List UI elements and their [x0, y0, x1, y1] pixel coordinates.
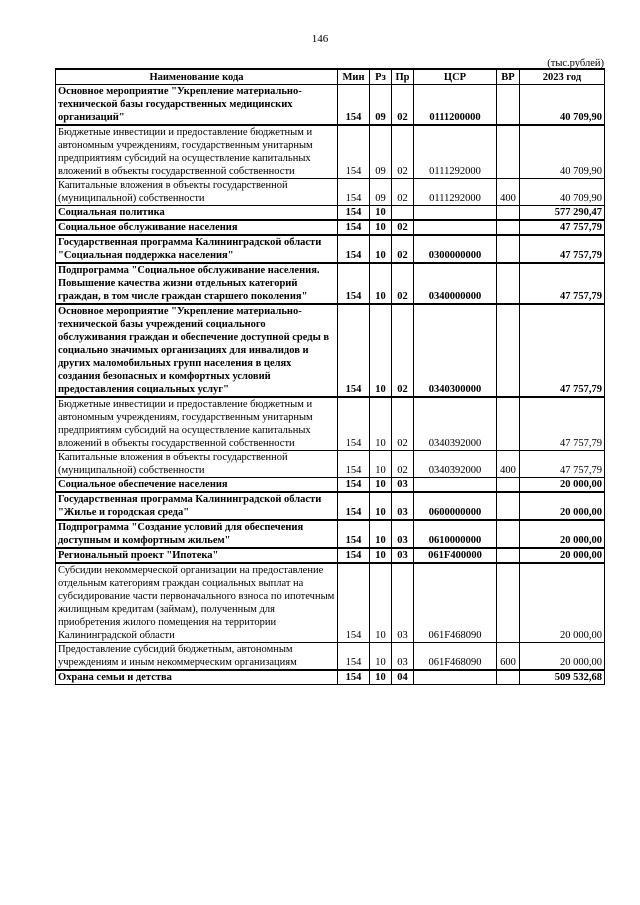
row-vr	[497, 397, 520, 451]
row-rz: 10	[370, 220, 392, 235]
table-row	[56, 520, 605, 548]
row-amount: 20 000,00	[520, 520, 605, 548]
table-row	[56, 643, 605, 671]
row-name: Капитальные вложения в объекты государственной (муниципальной) собственности	[56, 451, 338, 478]
row-vr	[497, 563, 520, 643]
header-name: Наименование кода	[56, 69, 338, 85]
row-name: Основное мероприятие "Укрепление материально-технической базы государственных медицинских организаций"	[56, 85, 338, 126]
row-min: 154	[338, 235, 370, 263]
row-pr: 02	[392, 220, 414, 235]
table-row	[56, 478, 605, 493]
row-min: 154	[338, 263, 370, 304]
units-label: (тыс.рублей)	[547, 58, 604, 69]
row-amount: 20 000,00	[520, 548, 605, 563]
row-min: 154	[338, 125, 370, 179]
page-number: 146	[311, 33, 329, 45]
table-row	[56, 220, 605, 235]
row-name: Социальное обслуживание населения	[56, 220, 338, 235]
row-amount: 509 532,68	[520, 670, 605, 685]
row-amount: 40 709,90	[520, 85, 605, 126]
row-min: 154	[338, 643, 370, 671]
table-row	[56, 206, 605, 221]
row-amount: 20 000,00	[520, 492, 605, 520]
table-header-row	[56, 69, 605, 85]
row-vr	[497, 520, 520, 548]
row-pr	[392, 206, 414, 221]
row-pr: 04	[392, 670, 414, 685]
row-pr: 03	[392, 492, 414, 520]
row-min: 154	[338, 548, 370, 563]
row-csr: 0610000000	[414, 520, 497, 548]
row-amount: 40 709,90	[520, 179, 605, 206]
row-csr	[414, 670, 497, 685]
row-csr: 0111292000	[414, 179, 497, 206]
row-amount: 47 757,79	[520, 263, 605, 304]
row-vr	[497, 220, 520, 235]
header-min: Мин	[338, 69, 370, 85]
row-amount: 47 757,79	[520, 235, 605, 263]
row-pr: 02	[392, 235, 414, 263]
row-csr: 0340392000	[414, 397, 497, 451]
row-rz: 10	[370, 520, 392, 548]
row-amount: 20 000,00	[520, 643, 605, 671]
row-rz: 10	[370, 397, 392, 451]
row-vr: 400	[497, 179, 520, 206]
row-rz: 10	[370, 304, 392, 397]
row-name: Социальная политика	[56, 206, 338, 221]
row-name: Государственная программа Калининградской области "Социальная поддержка населения"	[56, 235, 338, 263]
row-csr: 0340300000	[414, 304, 497, 397]
row-vr: 600	[497, 643, 520, 671]
row-min: 154	[338, 206, 370, 221]
row-amount: 47 757,79	[520, 220, 605, 235]
table-row	[56, 235, 605, 263]
header-pr: Пр	[392, 69, 414, 85]
table-row	[56, 670, 605, 685]
table-row	[56, 263, 605, 304]
row-pr: 03	[392, 520, 414, 548]
row-vr	[497, 263, 520, 304]
row-rz: 10	[370, 451, 392, 478]
row-csr: 0340392000	[414, 451, 497, 478]
row-vr	[497, 85, 520, 126]
budget-table	[55, 68, 605, 685]
row-min: 154	[338, 179, 370, 206]
row-name: Бюджетные инвестиции и предоставление бюджетным и автономным учреждениям, государственным унитарным предприятиям субсидий на осуществление капитальных вложений в объекты государственной собственности	[56, 397, 338, 451]
row-min: 154	[338, 304, 370, 397]
row-csr: 0111292000	[414, 125, 497, 179]
table-row	[56, 179, 605, 206]
row-min: 154	[338, 670, 370, 685]
row-rz: 10	[370, 478, 392, 493]
row-rz: 09	[370, 125, 392, 179]
table-body	[56, 85, 605, 685]
table-row	[56, 548, 605, 563]
header-rz: Рз	[370, 69, 392, 85]
row-csr	[414, 220, 497, 235]
row-csr: 061F400000	[414, 548, 497, 563]
row-vr	[497, 548, 520, 563]
row-pr: 02	[392, 263, 414, 304]
row-name: Подпрограмма "Создание условий для обеспечения доступным и комфортным жильем"	[56, 520, 338, 548]
row-rz: 10	[370, 563, 392, 643]
row-min: 154	[338, 492, 370, 520]
row-amount: 20 000,00	[520, 563, 605, 643]
row-amount: 47 757,79	[520, 397, 605, 451]
row-rz: 10	[370, 263, 392, 304]
table-row	[56, 492, 605, 520]
row-csr	[414, 206, 497, 221]
row-vr	[497, 304, 520, 397]
row-vr	[497, 125, 520, 179]
row-vr	[497, 670, 520, 685]
row-min: 154	[338, 85, 370, 126]
table-row	[56, 125, 605, 179]
row-min: 154	[338, 220, 370, 235]
header-csr: ЦСР	[414, 69, 497, 85]
row-vr	[497, 206, 520, 221]
row-amount: 20 000,00	[520, 478, 605, 493]
row-rz: 10	[370, 235, 392, 263]
header-amount: 2023 год	[520, 69, 605, 85]
row-pr: 02	[392, 304, 414, 397]
row-pr: 03	[392, 643, 414, 671]
row-amount: 47 757,79	[520, 451, 605, 478]
row-amount: 40 709,90	[520, 125, 605, 179]
row-csr: 0340000000	[414, 263, 497, 304]
row-name: Социальное обеспечение населения	[56, 478, 338, 493]
row-pr: 02	[392, 85, 414, 126]
row-min: 154	[338, 397, 370, 451]
row-pr: 02	[392, 179, 414, 206]
row-rz: 10	[370, 670, 392, 685]
row-vr	[497, 492, 520, 520]
row-min: 154	[338, 563, 370, 643]
row-csr: 061F468090	[414, 643, 497, 671]
row-name: Предоставление субсидий бюджетным, автономным учреждениям и иным некоммерческим организациям	[56, 643, 338, 671]
row-min: 154	[338, 451, 370, 478]
row-amount: 577 290,47	[520, 206, 605, 221]
row-min: 154	[338, 478, 370, 493]
row-pr: 03	[392, 548, 414, 563]
row-pr: 02	[392, 125, 414, 179]
row-name: Капитальные вложения в объекты государственной (муниципальной) собственности	[56, 179, 338, 206]
row-rz: 09	[370, 179, 392, 206]
row-name: Основное мероприятие "Укрепление материально-технической базы учреждений социального обслуживания граждан и обеспечение доступной среды в социально значимых организациях для инвалидов и других маломобильных групп населения в целях создания безопасных и комфортных условий предоставления социальных услуг"	[56, 304, 338, 397]
table-row	[56, 397, 605, 451]
row-name: Региональный проект "Ипотека"	[56, 548, 338, 563]
row-pr: 03	[392, 478, 414, 493]
row-name: Охрана семьи и детства	[56, 670, 338, 685]
row-name: Подпрограмма "Социальное обслуживание населения. Повышение качества жизни отдельных категорий граждан, в том числе граждан старшего поколения"	[56, 263, 338, 304]
row-rz: 10	[370, 643, 392, 671]
table-row	[56, 304, 605, 397]
row-csr: 061F468090	[414, 563, 497, 643]
row-rz: 10	[370, 492, 392, 520]
row-vr	[497, 478, 520, 493]
row-pr: 02	[392, 451, 414, 478]
table-row	[56, 563, 605, 643]
row-rz: 09	[370, 85, 392, 126]
row-name: Государственная программа Калининградской области "Жилье и городская среда"	[56, 492, 338, 520]
row-amount: 47 757,79	[520, 304, 605, 397]
row-csr	[414, 478, 497, 493]
row-csr: 0300000000	[414, 235, 497, 263]
row-name: Бюджетные инвестиции и предоставление бюджетным и автономным учреждениям, государственным унитарным предприятиям субсидий на осуществление капитальных вложений в объекты государственной собственности	[56, 125, 338, 179]
table-row	[56, 85, 605, 126]
row-rz: 10	[370, 548, 392, 563]
row-name: Субсидии некоммерческой организации на предоставление отдельным категориям граждан социальных выплат на субсидирование части первоначального взноса по ипотечным жилищным кредитам (займам), полученным для приобретения жилого помещения на территории Калининградской области	[56, 563, 338, 643]
table-row	[56, 451, 605, 478]
header-vr: ВР	[497, 69, 520, 85]
row-min: 154	[338, 520, 370, 548]
row-csr: 0600000000	[414, 492, 497, 520]
row-vr	[497, 235, 520, 263]
row-vr: 400	[497, 451, 520, 478]
row-pr: 03	[392, 563, 414, 643]
row-csr: 0111200000	[414, 85, 497, 126]
row-pr: 02	[392, 397, 414, 451]
row-rz: 10	[370, 206, 392, 221]
